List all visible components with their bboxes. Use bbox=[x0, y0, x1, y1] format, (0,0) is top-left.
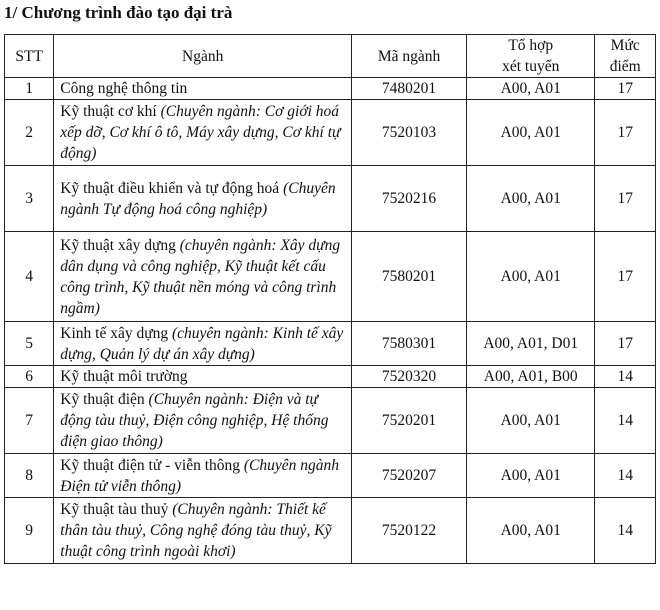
header-score-line1: Mức bbox=[610, 37, 640, 54]
major-name: Kỹ thuật cơ khí bbox=[60, 103, 157, 120]
cell-score: 14 bbox=[595, 498, 656, 564]
header-major: Ngành bbox=[54, 35, 352, 78]
cell-subject-combination: A00, A01 bbox=[467, 454, 595, 498]
header-stt: STT bbox=[5, 35, 54, 78]
table-row bbox=[5, 454, 656, 498]
cell-score: 17 bbox=[595, 78, 656, 100]
major-specialization: (Chuyên ngành: Cơ giới hoá xếp dỡ, Cơ khí ô tô, Máy xây dựng, Cơ khí tự động) bbox=[60, 103, 341, 162]
cell-subject-combination: A00, A01 bbox=[467, 232, 595, 322]
cell-major bbox=[54, 388, 352, 454]
major-specialization: (Chuyên ngành: Thiết kế thân tàu thuỷ, Công nghệ đóng tàu thuỷ, Kỹ thuật công trình ngoài khơi) bbox=[60, 501, 332, 560]
major-specialization: (Chuyên ngành Tự động hoá công nghiệp) bbox=[60, 179, 336, 218]
cell-stt: 2 bbox=[5, 100, 54, 166]
cell-score: 17 bbox=[595, 166, 656, 232]
cell-stt: 4 bbox=[5, 232, 54, 322]
admission-table bbox=[4, 34, 656, 564]
cell-major bbox=[54, 232, 352, 322]
cell-major bbox=[54, 78, 352, 100]
major-name: Kỹ thuật điện bbox=[60, 391, 145, 408]
cell-subject-combination: A00, A01, B00 bbox=[467, 366, 595, 388]
cell-score: 14 bbox=[595, 366, 656, 388]
header-combo-line1: Tổ hợp bbox=[508, 37, 554, 54]
cell-stt: 6 bbox=[5, 366, 54, 388]
header-score-line2: điểm bbox=[609, 58, 641, 75]
cell-subject-combination: A00, A01 bbox=[467, 498, 595, 564]
cell-major bbox=[54, 366, 352, 388]
cell-score: 17 bbox=[595, 232, 656, 322]
table-row bbox=[5, 166, 656, 232]
header-combo-line2: xét tuyển bbox=[502, 58, 560, 75]
cell-major-code: 7520122 bbox=[352, 498, 467, 564]
major-specialization: (Chuyên ngành Điện tử viễn thông) bbox=[60, 456, 340, 495]
header-major-code: Mã ngành bbox=[352, 35, 467, 78]
cell-major-code: 7520216 bbox=[352, 166, 467, 232]
cell-stt: 7 bbox=[5, 388, 54, 454]
major-name: Kỹ thuật điện tử - viễn thông bbox=[60, 456, 241, 474]
table-row bbox=[5, 366, 656, 388]
cell-major-code: 7580301 bbox=[352, 322, 467, 366]
cell-subject-combination: A00, A01 bbox=[467, 388, 595, 454]
cell-major bbox=[54, 454, 352, 498]
cell-stt: 3 bbox=[5, 166, 54, 232]
table-row bbox=[5, 78, 656, 100]
table-row bbox=[5, 100, 656, 166]
cell-score: 17 bbox=[595, 322, 656, 366]
header-score bbox=[595, 35, 656, 78]
cell-score: 14 bbox=[595, 388, 656, 454]
cell-stt: 8 bbox=[5, 454, 54, 498]
table-row bbox=[5, 498, 656, 564]
cell-major-code: 7580201 bbox=[352, 232, 467, 322]
table-header-row bbox=[5, 35, 656, 78]
cell-subject-combination: A00, A01 bbox=[467, 166, 595, 232]
major-name: Kỹ thuật môi trường bbox=[60, 368, 188, 385]
major-specialization: (Chuyên ngành: Điện và tự động tàu thuỷ, Điện công nghiệp, Hệ thống điện giao thông) bbox=[60, 391, 329, 450]
cell-major bbox=[54, 322, 352, 366]
cell-major bbox=[54, 100, 352, 166]
cell-stt: 9 bbox=[5, 498, 54, 564]
cell-major-code: 7520103 bbox=[352, 100, 467, 166]
cell-stt: 1 bbox=[5, 78, 54, 100]
cell-major-code: 7520201 bbox=[352, 388, 467, 454]
cell-subject-combination: A00, A01, D01 bbox=[467, 322, 595, 366]
major-name: Kỹ thuật xây dựng bbox=[60, 236, 176, 254]
cell-stt: 5 bbox=[5, 322, 54, 366]
major-name: Kinh tế xây dựng bbox=[60, 324, 169, 342]
major-specialization: (chuyên ngành: Kinh tế xây dựng, Quản lý dự án xây dựng) bbox=[60, 324, 344, 363]
cell-major bbox=[54, 498, 352, 564]
table-row bbox=[5, 388, 656, 454]
table-row bbox=[5, 322, 656, 366]
cell-major-code: 7520320 bbox=[352, 366, 467, 388]
section-heading: 1/ Chương trình đào tạo đại trà bbox=[4, 3, 233, 22]
cell-score: 14 bbox=[595, 454, 656, 498]
major-name: Công nghệ thông tin bbox=[60, 80, 188, 97]
cell-score: 17 bbox=[595, 100, 656, 166]
header-subject-combination bbox=[467, 35, 595, 78]
table-row bbox=[5, 232, 656, 322]
cell-subject-combination: A00, A01 bbox=[467, 78, 595, 100]
cell-subject-combination: A00, A01 bbox=[467, 100, 595, 166]
cell-major-code: 7520207 bbox=[352, 454, 467, 498]
cell-major-code: 7480201 bbox=[352, 78, 467, 100]
major-name: Kỹ thuật tàu thuỷ bbox=[60, 501, 169, 518]
major-specialization: (chuyên ngành: Xây dựng dân dụng và công nghiệp, Kỹ thuật kết cấu công trình, Kỹ thuật nền móng và công trình ngầm) bbox=[60, 236, 341, 317]
major-name: Kỹ thuật điều khiển và tự động hoá bbox=[60, 179, 280, 197]
cell-major bbox=[54, 166, 352, 232]
